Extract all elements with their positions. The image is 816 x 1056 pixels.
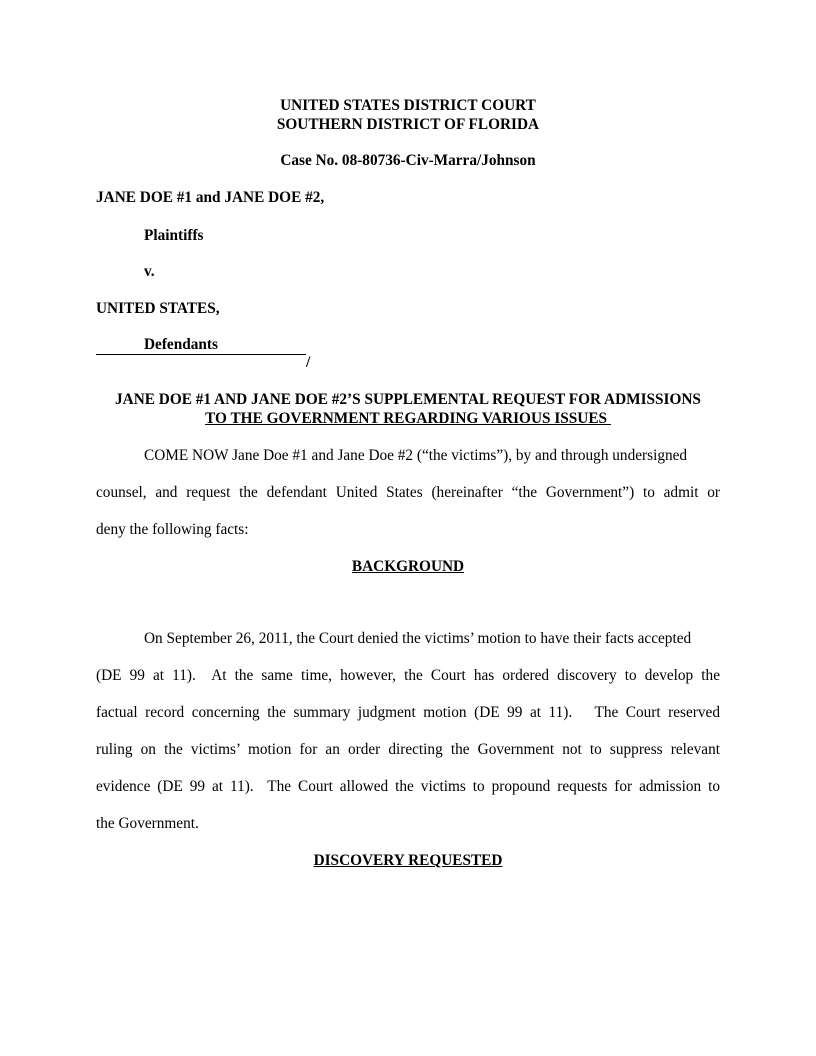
document-title-line2: TO THE GOVERNMENT REGARDING VARIOUS ISSUES [205, 409, 611, 427]
court-district: SOUTHERN DISTRICT OF FLORIDA [276, 115, 540, 133]
case-number: Case No. 08-80736-Civ-Marra/Johnson [280, 152, 536, 169]
background-line-3: factual record concerning the summary judgment motion (DE 99 at 11). The Court reserved [96, 704, 720, 721]
discovery-heading: DISCOVERY REQUESTED [313, 852, 503, 869]
caption-rule [96, 354, 306, 355]
court-header [96, 97, 720, 134]
background-heading: BACKGROUND [351, 558, 465, 575]
document-page [96, 0, 720, 1056]
background-line-2: (DE 99 at 11). At the same time, however, the Court has ordered discovery to develop the [96, 667, 720, 684]
background-line-4: ruling on the victims’ motion for an order directing the Government not to suppress relevant [96, 741, 720, 758]
document-title-line1: JANE DOE #1 AND JANE DOE #2’S SUPPLEMENTAL REQUEST FOR ADMISSIONS [115, 391, 701, 408]
intro-line-1: COME NOW Jane Doe #1 and Jane Doe #2 (“the victims”), by and through undersigned [144, 447, 688, 464]
defendants-label: Defendants [144, 336, 218, 353]
intro-paragraph [96, 437, 720, 548]
background-line-6: the Government. [96, 815, 199, 832]
intro-line-2: counsel, and request the defendant United States (hereinafter “the Government”) to admit or [96, 484, 720, 501]
defendant-name: UNITED STATES, [96, 300, 220, 317]
background-line-1: On September 26, 2011, the Court denied the victims’ motion to have their facts accepted [144, 630, 692, 647]
caption-slash: / [306, 354, 311, 371]
background-paragraph [96, 620, 720, 842]
court-name: UNITED STATES DISTRICT COURT [280, 97, 536, 114]
document-title [90, 391, 726, 428]
intro-line-3: deny the following facts: [96, 521, 249, 538]
background-line-5: evidence (DE 99 at 11). The Court allowed the victims to propound requests for admission to [96, 778, 720, 795]
plaintiffs-label: Plaintiffs [144, 227, 204, 244]
versus-label: v. [144, 263, 155, 280]
plaintiffs-names: JANE DOE #1 and JANE DOE #2, [96, 189, 325, 206]
